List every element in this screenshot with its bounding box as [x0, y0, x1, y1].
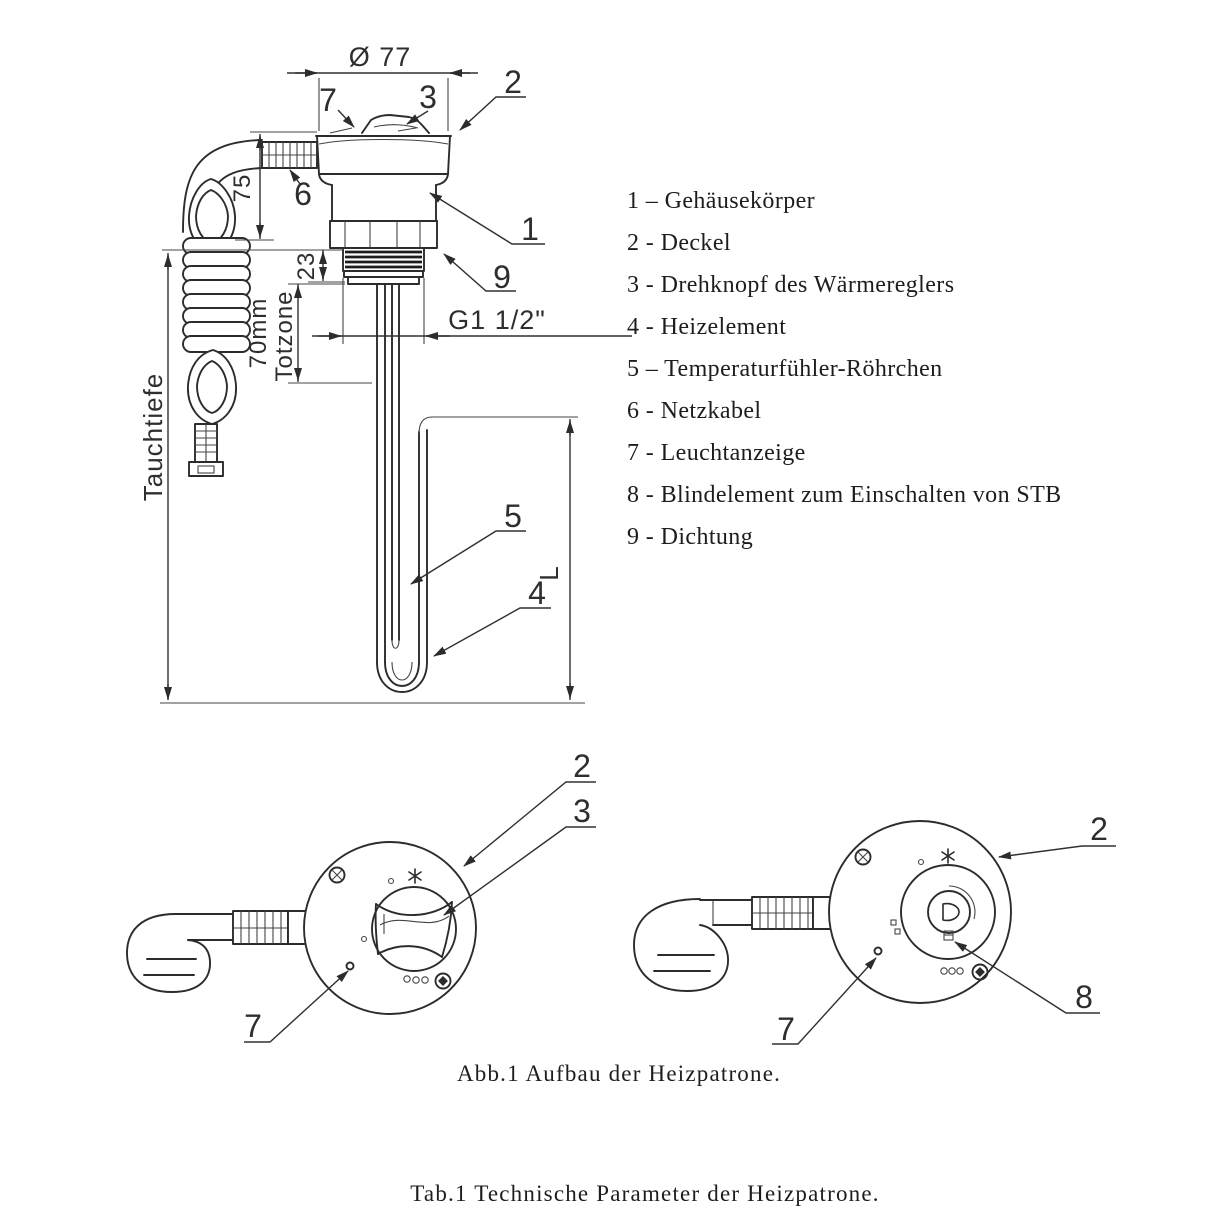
callout-6: 6: [294, 176, 312, 212]
dim-75-label: 75: [229, 173, 256, 203]
cover-disc: [829, 821, 1011, 1003]
dim-23: [293, 250, 345, 282]
cable-coil: [183, 238, 250, 352]
side-view-callouts: [290, 64, 551, 656]
dim-23-label: 23: [293, 251, 320, 281]
callout-2: 2: [573, 748, 591, 784]
callout-7: 7: [777, 1011, 795, 1047]
legend-item-9: 9 - Dichtung: [627, 524, 754, 550]
callout-9: 9: [493, 259, 511, 295]
cap-front-view: [634, 811, 1116, 1047]
callout-7: 7: [244, 1008, 262, 1044]
callout-7: 7: [319, 82, 337, 118]
callout-3: 3: [419, 79, 437, 115]
dim-length: [534, 419, 570, 700]
callout-8: 8: [1075, 979, 1093, 1015]
heating-element-tubes: [377, 284, 578, 692]
knob-front-view: [127, 748, 596, 1044]
legend-item-6: 6 - Netzkabel: [627, 398, 762, 424]
callout-2: 2: [1090, 811, 1108, 847]
parts-legend: [627, 180, 1062, 558]
dim-thread-label: G1 1/2": [448, 305, 546, 335]
legend-item-7: 7 - Leuchtanzeige: [627, 440, 806, 466]
figure-caption: Abb.1 Aufbau der Heizpatrone.: [456, 1061, 782, 1086]
callout-5: 5: [504, 498, 522, 534]
legend-item-2: 2 - Deckel: [627, 230, 731, 256]
legend-item-8: 8 - Blindelement zum Einschalten von STB: [627, 482, 1062, 508]
legend-item-4: 4 - Heizelement: [627, 314, 787, 340]
cap-view-cable: [634, 897, 831, 991]
callout-1: 1: [521, 211, 539, 247]
housing-outline: [319, 174, 448, 248]
dim-tauchtiefe-label: Tauchtiefe: [138, 372, 168, 502]
dim-70mm-label: 70mm: [245, 297, 272, 369]
side-view: [138, 42, 632, 703]
legend-item-5: 5 – Temperaturfühler-Röhrchen: [627, 356, 943, 382]
legend-item-1: 1 – Gehäusekörper: [627, 188, 816, 214]
dim-thread: [312, 278, 632, 344]
dim-diameter: [287, 42, 478, 131]
plug: [189, 424, 223, 476]
thermostat-knob: [372, 887, 456, 971]
thread-and-gasket: [343, 248, 424, 284]
legend-item-3: 3 - Drehknopf des Wärmereglers: [627, 272, 955, 298]
callout-2: 2: [504, 64, 522, 100]
dim-totzone: [245, 284, 372, 383]
dim-totzone-label: Totzone: [271, 290, 298, 382]
callout-3: 3: [573, 793, 591, 829]
table-caption: Tab.1 Technische Parameter der Heizpatrone.: [410, 1181, 880, 1206]
callout-4: 4: [528, 575, 546, 611]
dim-length-label: L: [534, 565, 564, 581]
cap-outline: [316, 115, 451, 174]
knob-view-cable: [127, 911, 308, 992]
dim-diameter-label: Ø 77: [348, 42, 412, 72]
